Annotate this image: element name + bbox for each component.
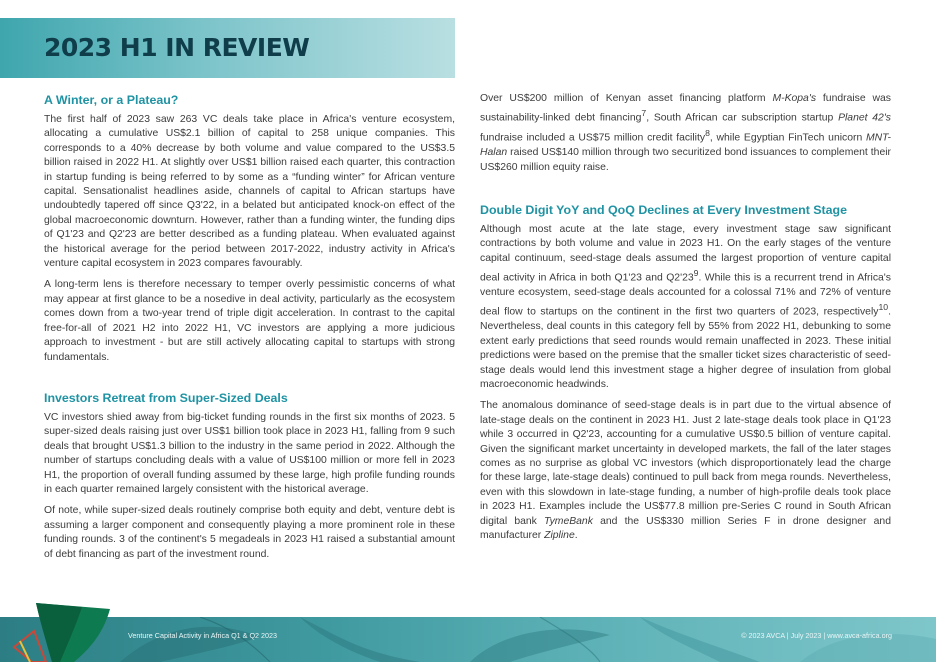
paragraph: Of note, while super-sized deals routinely comprise both equity and debt, venture debt is assuming a larger component and consequently playing a more prominent role in these funding rounds. 3 of the continent's 5 megadeals in 2023 H1 raised a substantial amount of debt financing as part of the investment round. [44, 505, 455, 560]
company-name: M-Kopa's [772, 93, 817, 104]
paragraph: The anomalous dominance of seed-stage deals is in part due to the virtual absence of late-stage deals on the continent in 2023 H1. Just 2 late-stage deals took place in Q1'23 while 3 occurred in Q2'23, accounting for a cumulative US$0.5 billion of venture capital. Given the significant market uncertainty in developed markets, the fall of the later stages comes as no surprise as global VC investors (which disproportionately lead the charge for these large, late-stage deals) continued to pull back from mega rounds. Nevertheless, even with this slowdown in late-stage funding, a number of high-profile deals took place in 2023 H1. Examples include the US$77.8 million pre-Series C round in South African digital bank TymeBank and the US$330 million Series F in drone designer and manufacturer Zipline. [480, 400, 891, 542]
right-column [480, 92, 891, 550]
footer-band [0, 617, 936, 662]
section-heading-declines: Double Digit YoY and QoQ Declines at Every Investment Stage [480, 202, 847, 217]
paragraph: Although most acute at the late stage, every investment stage saw significant contractions by both volume and value in 2023 H1. On the early stages of the venture capital continuum, seed-stage deals assumed the largest proportion of venture capital deal activity in Africa in both Q1'23 and $Q2'23^9$. While this is a recurrent trend in Africa's venture ecosystem, seed-stage deals accounted for a colossal 71% and 72% of venture deal flow to startups on the continent in the first two quarters of 2023, respectively$^{10}$. Nevertheless, deal counts in this category fell by 55% from 2022 H1, debunking to some extent early predictions that seed rounds would remain unaffected in 2023. These initial predictions were based on the premise that the smaller ticket sizes characteristic of seed-stage deals would lend this investment stage a higher degree of insulation from global macroeconomic headwinds. [480, 223, 891, 390]
company-name: Zipline [544, 530, 575, 542]
title-band [0, 18, 455, 78]
paragraph: A long-term lens is therefore necessary to temper overly pessimistic concerns of what may appear at first glance to be a nosedive in deal activity, particularly as the ecosystem comes down from a two-year trend of triple digit acceleration. In contrast to the capital free-for-all of 2021 H2 into 2022 H1, VC investors are applying a more judicious approach to investment - but are still actively allocating capital to startups with strong fundamentals. [44, 279, 455, 363]
company-name: Planet 42's [838, 112, 891, 124]
company-name: TymeBank [544, 515, 593, 527]
page-title: 2023 H1 IN REVIEW [44, 33, 310, 62]
avca-leaf-logo-icon [12, 601, 112, 662]
footer-copyright: © 2023 AVCA | July 2023 | www.avca-africa.org [741, 631, 892, 640]
footer-report-title: Venture Capital Activity in Africa Q1 & Q2 2023 [128, 631, 278, 640]
paragraph: The first half of 2023 saw 263 VC deals take place in Africa's venture ecosystem, allocating a cumulative US$2.1 billion of capital to 258 unique companies. This corresponds to a 40% decrease by both volume and value compared to the US$3.5 billion raised in 2022 H1. At slightly over US$1 billion raised each quarter, this contraction in startup funding is being referred to by some as a “funding winter” for African venture capital. Sensationalist headlines aside, channels of capital to African startups have undoubtedly tapered off since Q3'22, in a belated but anticipated knock-on effect of the global macroeconomic downturn. However, rather than a funding winter, the funding dips of Q1'23 and Q2'23 are better described as a funding plateau. When evaluated against the historical average for the period between 2017-2022, industry activity in Africa's venture capital ecosystem in 2023 compares favourably. [44, 114, 455, 270]
paragraph-intro: Over US$200 million of Kenyan asset financing platform M-Kopa's fundraise was sustainability-linked debt financing$^7$, South African car subscription startup Planet 42's fundraise included a US$75 million credit facility$^8$, while Egyptian FinTech unicorn MNT-Halan raised US$140 million through two securitized bond issuances to complement their US$260 million equity raise. [480, 93, 892, 173]
footnote-ref: 10 [878, 302, 889, 313]
left-column [44, 92, 455, 569]
footnote-ref: 9 [693, 268, 699, 279]
footnote-ref: 7 [641, 108, 647, 119]
section-heading-winter: A Winter, or a Plateau? [44, 93, 179, 107]
footnote-ref: 8 [705, 128, 710, 139]
company-name: MNT-Halan [480, 132, 892, 159]
paragraph: VC investors shied away from big-ticket funding rounds in the first six months of 2023. 5 super-sized deals raising just over US$1 billion took place in 2023 H1, falling from 9 such deals that brought US$1.3 billion to the industry in the same period in 2022. Although the number of startups concluding deals with a value of US$100 million or more fell in 2023 H1, the proportion of overall funding assumed by these large, high profile funding rounds in each quarter remained largely consistent with the historical average. [44, 411, 455, 495]
section-heading-super-sized: Investors Retreat from Super-Sized Deals [44, 390, 288, 405]
